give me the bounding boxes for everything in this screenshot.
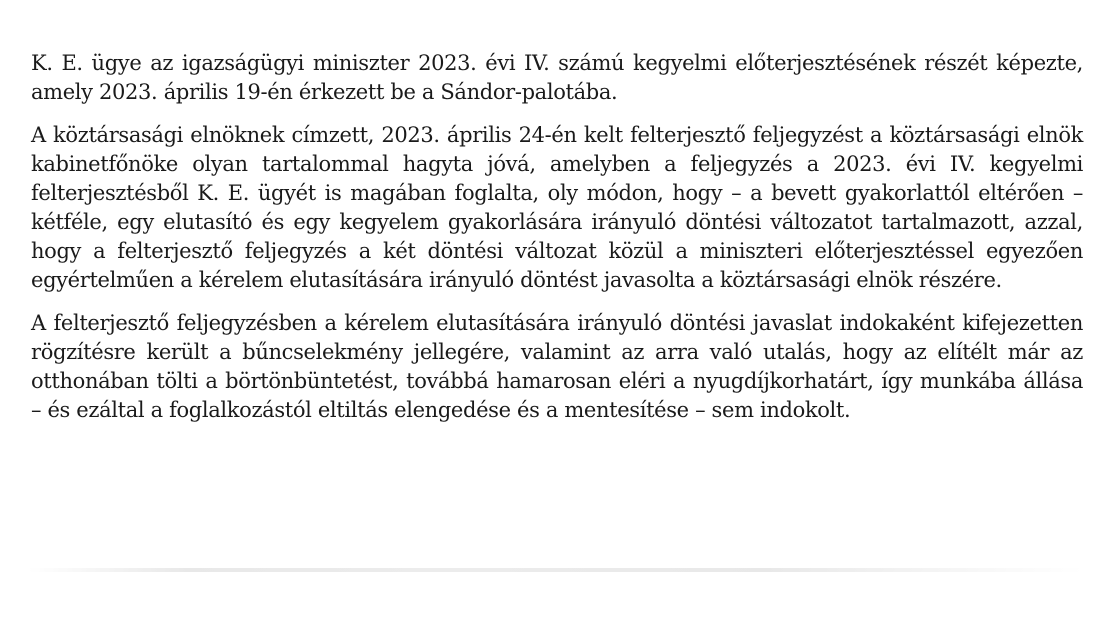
scan-edge-shadow: [28, 568, 1084, 572]
paragraph-2: A köztársasági elnöknek címzett, 2023. április 24-én kelt felterjesztő feljegyzést a köztársasági elnök kabinetfőnöke olyan tartalommal hagyta jóvá, amelyben a feljegyzés a 2023. évi IV. kegyelmi felterjesztésből K. E. ügyét is magában foglalta, oly módon, hogy – a bevett gyakorlattól eltérően – kétféle, egy elutasító és egy kegyelem gyakorlására irányuló döntési változatot tartalmazott, azzal, hogy a felterjesztő feljegyzés a két döntési változat közül a miniszteri előterjesztéssel egyezően egyértelműen a kérelem elutasítására irányuló döntést javasolta a köztársasági elnök részére.: [31, 123, 1083, 292]
paragraph-1: K. E. ügye az igazságügyi miniszter 2023. évi IV. számú kegyelmi előterjesztésének részét képezte, amely 2023. április 19-én érkezett be a Sándor-palotába.: [31, 51, 1083, 104]
paragraph-3: A felterjesztő feljegyzésben a kérelem elutasítására irányuló döntési javaslat indokaként kifejezetten rögzítésre került a bűncselekmény jellegére, valamint az arra való utalás, hogy az elítélt már az otthonában tölti a börtönbüntetést, továbbá hamarosan eléri a nyugdíjkorhatárt, így munkába állása – és ezáltal a foglalkozástól eltiltás elengedése és a mentesítése – sem indokolt.: [31, 311, 1083, 422]
document-body: [31, 49, 1083, 425]
